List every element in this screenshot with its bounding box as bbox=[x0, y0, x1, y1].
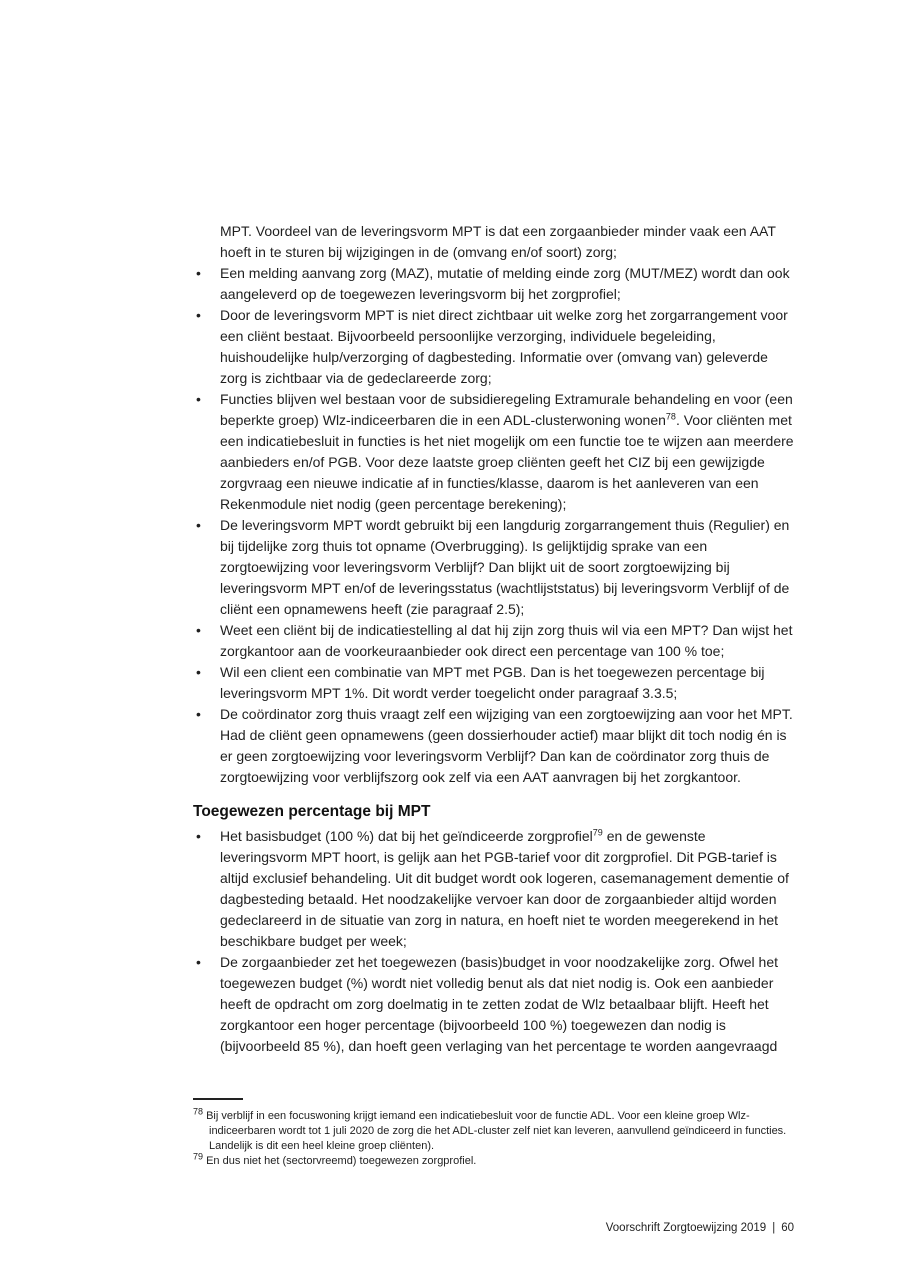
footnotes bbox=[193, 1098, 807, 1169]
section-heading: Toegewezen percentage bij MPT bbox=[193, 803, 431, 820]
list-item-text: Weet een cliënt bij de indicatiestelling al dat hij zijn zorg thuis wil via een MPT? Dan wijst het zorgkantoor aan de voorkeuraanbieder ook direct een percentage van 100 % toe; bbox=[220, 622, 793, 659]
bullet-marker: • bbox=[196, 517, 201, 533]
page-footer bbox=[606, 1222, 794, 1234]
list-item-text: De leveringsvorm MPT wordt gebruikt bij een langdurig zorgarrangement thuis (Regulier) en bij tijdelijke zorg thuis tot opname (Overbrugging). Is gelijktijdig sprake van een zorgtoewijzing voor leveringsvorm Verblijf? Dan blijkt uit de soort zorgtoewijzing bij leveringsvorm MPT en/of de leveringsstatus (wachtlijststatus) bij leveringsvorm Verblijf of de cliënt een opnamewens heeft (zie paragraaf 2.5); bbox=[220, 517, 790, 617]
footer-document-title: Voorschrift Zorgtoewijzing 2019 bbox=[605, 1222, 767, 1234]
list-item-text: Functies blijven wel bestaan voor de subsidieregeling Extramurale behandeling en voor (een beperkte groep) Wlz-indiceerbaren die in een ADL-clusterwoning wonen$^{78}$. Voor cliënten met een indicatiebesluit in functies is het niet mogelijk om een functie toe te wijzen aan meerdere aanbieders en/of PGB. Voor deze laatste groep cliënten geeft het CIZ bij een gewijzigde zorgvraag een nieuwe indicatie af in functies/klasse, daarom is het aanleveren van een Rekenmodule niet nodig (geen percentage berekening); bbox=[220, 391, 794, 512]
footer-page-number: 60 bbox=[781, 1222, 794, 1234]
list-item-text: Het basisbudget (100 %) dat bij het geïndiceerde zorgprofiel$^{79}$ en de gewenste leveringsvorm MPT hoort, is gelijk aan het PGB-tarief voor dit zorgprofiel. Dit PGB-tarief is altijd exclusief behandeling. Uit dit budget wordt ook logeren, casemanagement dementie of dagbesteding betaald. Het noodzakelijke vervoer kan door de zorgaanbieder altijd worden gedeclareerd in de situatie van zorg in natura, en hoeft niet te worden meegerekend in het beschikbare budget per week; bbox=[220, 827, 789, 949]
list-item bbox=[193, 952, 794, 1057]
bullet-marker: • bbox=[196, 664, 201, 680]
bullet-list-2 bbox=[193, 826, 794, 1057]
bullet-list-1 bbox=[193, 263, 794, 788]
document-body bbox=[193, 221, 794, 1057]
list-item-text: Een melding aanvang zorg (MAZ), mutatie of melding einde zorg (MUT/MEZ) wordt dan ook aangeleverd op de toegewezen leveringsvorm bij het zorgprofiel; bbox=[220, 265, 790, 302]
bullet-marker: • bbox=[196, 622, 201, 638]
bullet-marker: • bbox=[196, 307, 201, 323]
bullet-marker: • bbox=[196, 391, 201, 407]
footnote-marker: 78 bbox=[193, 1106, 204, 1117]
list-item-text: Wil een client een combinatie van MPT met PGB. Dan is het toegewezen percentage bij leveringsvorm MPT 1%. Dit wordt verder toegelicht onder paragraaf 3.3.5; bbox=[220, 664, 765, 701]
list-item bbox=[193, 515, 794, 620]
list-item bbox=[193, 704, 794, 788]
list-item bbox=[193, 620, 794, 662]
list-item-text: De zorgaanbieder zet het toegewezen (basis)budget in voor noodzakelijke zorg. Ofwel het toegewezen budget (%) wordt niet volledig benut als dat niet nodig is. Ook een aanbieder heeft de opdracht om zorg doelmatig in te zetten zodat de Wlz betaalbaar blijft. Heeft het zorgkantoor een hoger percentage (bijvoorbeeld 100 %) toegewezen dan nodig is (bijvoorbeeld 85 %), dan hoeft geen verlaging van het percentage te worden aangevraagd bbox=[220, 954, 778, 1054]
list-item bbox=[193, 662, 794, 704]
list-item-text: De coördinator zorg thuis vraagt zelf een wijziging van een zorgtoewijzing aan voor het MPT. Had de cliënt geen opnamewens (geen dossierhouder actief) maar blijkt dit toch nodig én is er geen zorgtoewijzing voor leveringsvorm Verblijf? Dan kan de coördinator zorg thuis de zorgtoewijzing voor verblijfszorg ook zelf via een AAT aanvragen bij het zorgkantoor. bbox=[220, 706, 793, 785]
list-item bbox=[193, 305, 794, 389]
bullet-marker: • bbox=[196, 265, 201, 281]
footnote: $^{78}$ Bij verblijf in een focuswoning krijgt iemand een indicatiebesluit voor de functie ADL. Voor een kleine groep Wlz-indiceerbaren wordt tot 1 juli 2020 de zorg die het ADL-cluster zelf niet kan leveren, aanvullend geïndiceerd in functies. Landelijk is dit een heel kleine groep cliënten). bbox=[193, 1106, 787, 1152]
footnote-ref: 79 bbox=[592, 827, 603, 838]
footnote-list bbox=[193, 1106, 807, 1169]
footnote-marker: 79 bbox=[193, 1151, 204, 1162]
footnote: $^{79}$ En dus niet het (sectorvreemd) toegewezen zorgprofiel. bbox=[193, 1151, 477, 1167]
paragraph-continuation: MPT. Voordeel van de leveringsvorm MPT is dat een zorgaanbieder minder vaak een AAT hoeft in te sturen bij wijzigingen in de (omvang en/of soort) zorg; bbox=[220, 223, 776, 260]
bullet-marker: • bbox=[196, 706, 201, 722]
footer-separator: | bbox=[772, 1222, 776, 1234]
footnote-separator bbox=[193, 1098, 243, 1100]
list-item bbox=[193, 826, 794, 952]
list-item bbox=[193, 389, 794, 515]
bullet-marker: • bbox=[196, 954, 201, 970]
list-item bbox=[193, 263, 794, 305]
bullet-marker: • bbox=[196, 828, 201, 844]
list-item-text: Door de leveringsvorm MPT is niet direct zichtbaar uit welke zorg het zorgarrangement voor een cliënt bestaat. Bijvoorbeeld persoonlijke verzorging, individuele begeleiding, huishoudelijke hulp/verzorging of dagbesteding. Informatie over (omvang van) geleverde zorg is zichtbaar via de gedeclareerde zorg; bbox=[220, 307, 788, 386]
footnote-ref: 78 bbox=[665, 411, 676, 422]
